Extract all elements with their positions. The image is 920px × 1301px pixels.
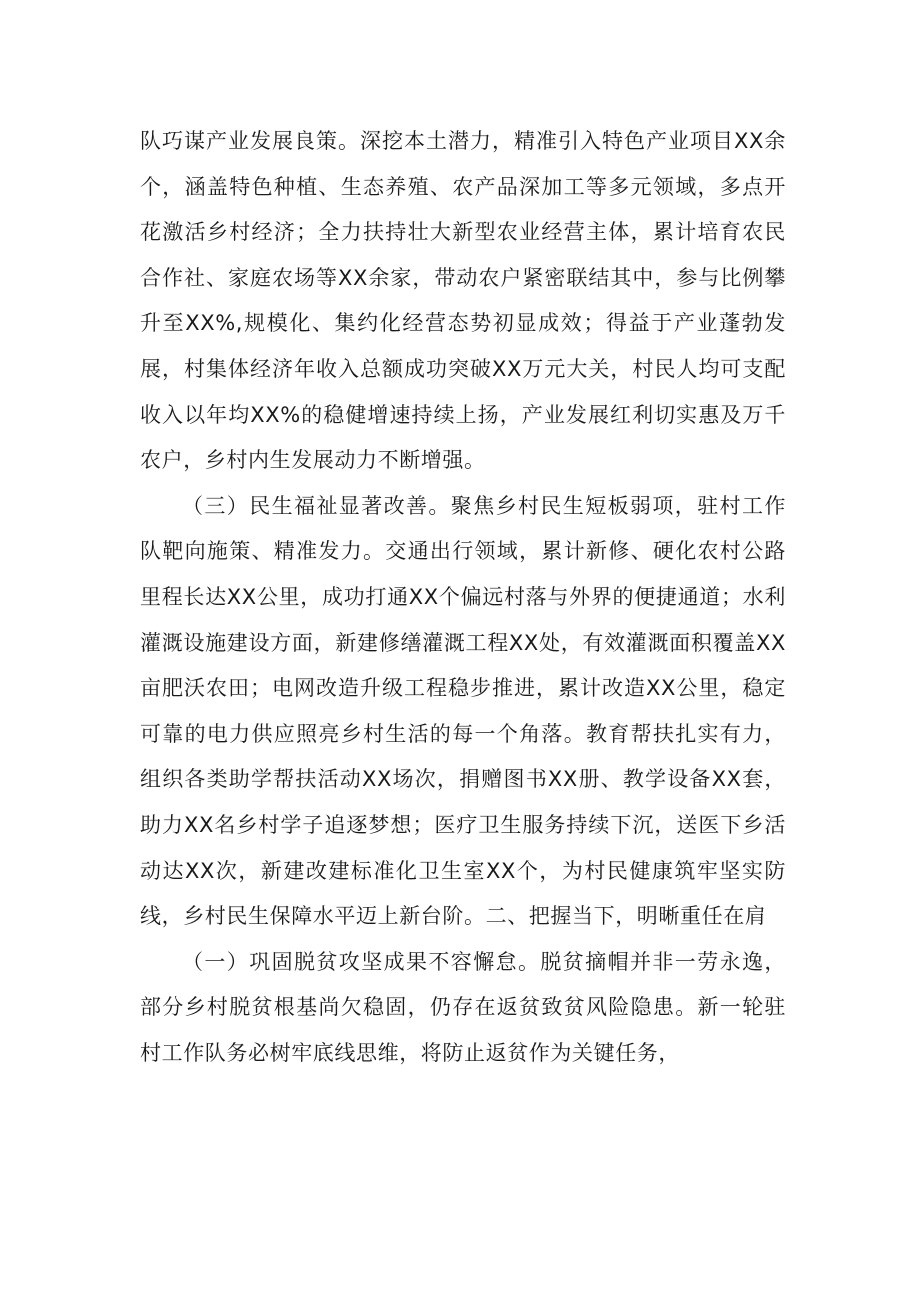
document-body bbox=[140, 119, 786, 1076]
paragraph-consolidate: （一）巩固脱贫攻坚成果不容懈怠。脱贫摘帽并非一劳永逸，部分乡村脱贫根基尚欠稳固，仍存在返贫致贫风险隐患。新一轮驻村工作队务必树牢底线思维，将防止返贫作为关键任务， bbox=[140, 949, 786, 1065]
paragraph-livelihood: （三）民生福祉显著改善。聚焦乡村民生短板弱项，驻村工作队靶向施策、精准发力。交通出行领域，累计新修、硬化农村公路里程长达XX公里，成功打通XX个偏远村落与外界的便捷通道；水利灌溉设施建设方面，新建修缮灌溉工程XX处，有效灌溉面积覆盖XX亩肥沃农田；电网改造升级工程稳步推进，累计改造XX公里，稳定可靠的电力供应照亮乡村生活的每一个角落。教育帮扶扎实有力，组织各类助学帮扶活动XX场次，捐赠图书XX册、教学设备XX套，助力XX名乡村学子追逐梦想；医疗卫生服务持续下沉，送医下乡活动达XX次，新建改建标准化卫生室XX个，为村民健康筑牢坚实防线，乡村民生保障水平迈上新台阶。二、把握当下，明晰重任在肩 bbox=[140, 493, 786, 929]
paragraph-continued: 队巧谋产业发展良策。深挖本土潜力，精准引入特色产业项目XX余个，涵盖特色种植、生态养殖、农产品深加工等多元领域，多点开花激活乡村经济；全力扶持壮大新型农业经营主体，累计培育农民合作社、家庭农场等XX余家，带动农户紧密联结其中，参与比例攀升至XX%,规模化、集约化经营态势初显成效；得益于产业蓬勃发展，村集体经济年收入总额成功突破XX万元大关，村民人均可支配收入以年均XX%的稳健增速持续上扬，产业发展红利切实惠及万千农户，乡村内生发展动力不断增强。 bbox=[140, 129, 786, 473]
